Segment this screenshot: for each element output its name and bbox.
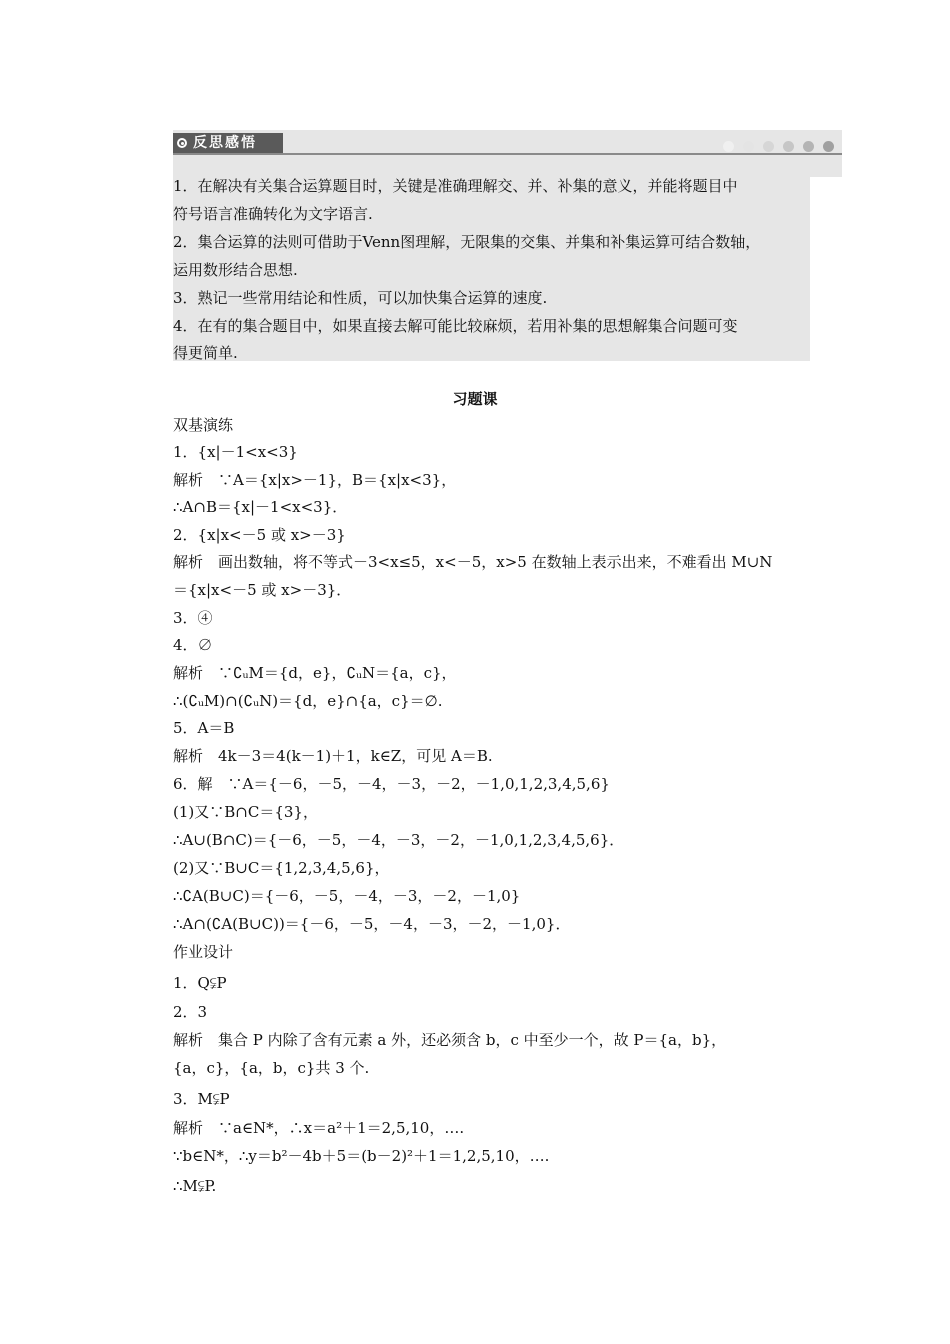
dot-icon <box>763 141 774 152</box>
text-line: 解析 4k－3＝4(k－1)＋1，k∈Z，可见 A＝B. <box>173 747 493 765</box>
text-line: 解析 ∵A＝{x|x>－1}，B＝{x|x<3}， <box>173 471 457 489</box>
text-line: (2)又∵B∪C＝{1,2,3,4,5,6}， <box>173 859 390 877</box>
text-line: 2．{x|x<－5 或 x>－3} <box>173 526 346 544</box>
text-line: 4．∅ <box>173 636 213 654</box>
dot-icon <box>743 141 754 152</box>
reflection-line: 运用数形结合思想. <box>173 261 298 279</box>
text-line: 解析 集合 P 内除了含有元素 a 外，还必须含 b，c 中至少一个，故 P＝{a，b}， <box>173 1031 727 1049</box>
text-line: ∴A∩B＝{x|－1<x<3}． <box>173 498 348 516</box>
reflection-line: 1．在解决有关集合运算题目时，关键是准确理解交、并、补集的意义，并能将题目中 <box>173 177 738 195</box>
text-line: 2．3 <box>173 1003 208 1021</box>
text-line: 解析 画出数轴，将不等式－3<x≤5，x<－5，x>5 在数轴上表示出来，不难看出 M∪N <box>173 553 773 571</box>
dot-icon <box>823 141 834 152</box>
text-line: ∴A∪(B∩C)＝{－6，－5，－4，－3，－2，－1,0,1,2,3,4,5,6}． <box>173 831 625 849</box>
text-line: 解析 ∵a∈N*，∴x＝a²＋1＝2,5,10，…. <box>173 1119 465 1137</box>
text-line: 1．Q⫋P <box>173 974 227 992</box>
banner-label-text: 反思感悟 <box>193 135 257 151</box>
text-line: 解析 ∵∁ᵤM＝{d，e}，∁ᵤN＝{a，c}， <box>173 664 457 682</box>
text-line: ∴(∁ᵤM)∩(∁ᵤN)＝{d，e}∩{a，c}＝∅. <box>173 692 443 710</box>
section-title: 习题课 <box>452 390 498 408</box>
text-line: 1．{x|－1<x<3} <box>173 443 298 461</box>
reflection-banner <box>173 130 842 177</box>
text-line: 双基演练 <box>173 416 234 434</box>
text-line: 作业设计 <box>173 943 234 961</box>
text-line: ∴A∩(∁A(B∪C))＝{－6，－5，－4，－3，－2，－1,0}． <box>173 915 571 933</box>
dot-icon <box>803 141 814 152</box>
reflection-line: 2．集合运算的法则可借助于Venn图理解，无限集的交集、并集和补集运算可结合数轴， <box>173 233 761 251</box>
dot-icon <box>723 141 734 152</box>
target-circle-icon <box>177 138 187 148</box>
text-line: 5．A＝B <box>173 719 235 737</box>
reflection-line: 3．熟记一些常用结论和性质，可以加快集合运算的速度. <box>173 289 548 307</box>
reflection-line: 符号语言准确转化为文字语言. <box>173 205 373 223</box>
banner-label <box>173 133 283 153</box>
banner-dots <box>714 138 834 150</box>
text-line: ∵b∈N*，∴y＝b²－4b＋5＝(b－2)²＋1＝1,2,5,10，…. <box>173 1147 550 1165</box>
text-line: ∴M⫋P. <box>173 1177 217 1195</box>
text-line: (1)又∵B∩C＝{3}， <box>173 803 318 821</box>
text-line: 3．M⫋P <box>173 1090 230 1108</box>
reflection-line: 得更简单. <box>173 344 238 362</box>
text-line: ＝{x|x<－5 或 x>－3}． <box>173 581 352 599</box>
text-line: ∴∁A(B∪C)＝{－6，－5，－4，－3，－2，－1,0} <box>173 887 521 905</box>
text-line: 3．④ <box>173 609 213 627</box>
text-line: {a，c}，{a，b，c}共 3 个. <box>173 1059 370 1077</box>
text-line: 6．解 ∵A＝{－6，－5，－4，－3，－2，－1,0,1,2,3,4,5,6} <box>173 775 610 793</box>
reflection-line: 4．在有的集合题目中，如果直接去解可能比较麻烦，若用补集的思想解集合问题可变 <box>173 317 738 335</box>
banner-bar <box>173 133 842 155</box>
dot-icon <box>783 141 794 152</box>
